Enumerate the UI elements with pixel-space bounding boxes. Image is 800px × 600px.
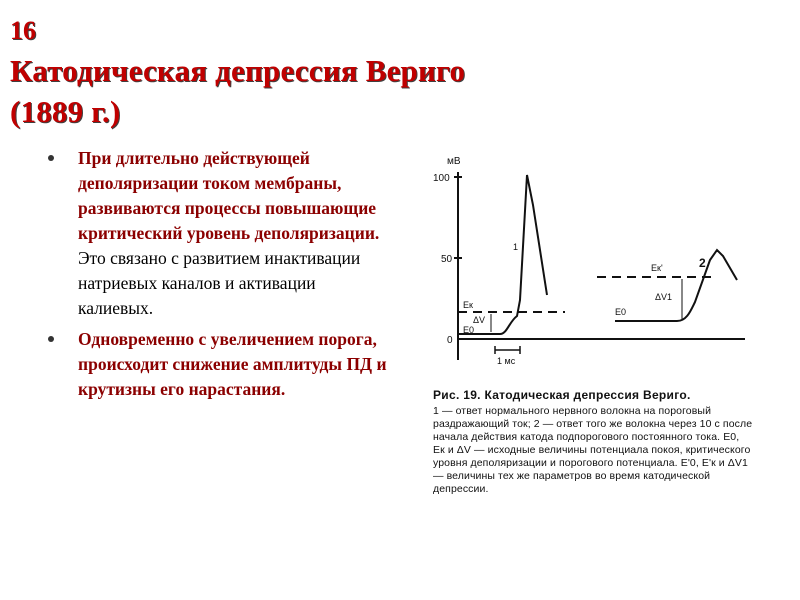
bullet-list — [44, 146, 394, 408]
y-tick-100: 100 — [433, 173, 450, 184]
e0-label: E0 — [463, 325, 475, 335]
delta-v-label: ΔV — [473, 315, 486, 325]
slide-number: 16 — [10, 16, 36, 45]
bullet-bold-text: При длительно действующей деполяризации током мембраны, развиваются процессы повышающие критический уровень деполяризации. — [78, 148, 380, 243]
slide-title-year: (1889 г.) — [10, 94, 121, 129]
curve-1-label: 1 — [513, 242, 519, 252]
action-potential-curve-1 — [458, 175, 547, 334]
bullet-item — [44, 327, 394, 402]
ek-label: Eк — [463, 300, 473, 310]
caption-title: Рис. 19. Катодическая депрессия Вериго. — [433, 388, 691, 402]
figure-caption — [433, 388, 753, 496]
curve-2-label: 2 — [699, 256, 706, 270]
y-tick-0: 0 — [447, 335, 453, 346]
action-potential-figure — [425, 150, 760, 375]
delta-v1-label: ΔV1 — [655, 292, 673, 302]
slide-title: Катодическая депрессия Вериго — [10, 53, 466, 88]
caption-body: 1 — ответ нормального нервного волокна на пороговый раздражающий ток; 2 — ответ того же волокна через 10 с после начала действия катода подпорогового постоянного тока. E0, Eк и ΔV — исходные величины потенциала покоя, критического уровня деполяризации и порогового потенциала. E'0, E'к и ΔV1 — величины тех же параметров во время катодической депрессии. — [433, 405, 753, 495]
bullet-bold-text: Одновременно с увеличением порога, происходит снижение амплитуды ПД и крутизны его нарастания. — [78, 329, 387, 399]
y-tick-50: 50 — [441, 254, 453, 265]
bullet-marker-icon — [48, 155, 54, 161]
scale-bar-label: 1 мс — [497, 356, 516, 366]
y-axis-unit: мВ — [447, 156, 461, 167]
ek-prime-label: Eк' — [651, 263, 663, 273]
slide-title-block — [10, 12, 730, 132]
bullet-marker-icon — [48, 336, 54, 342]
bullet-item — [44, 146, 394, 321]
action-potential-curve-2 — [615, 250, 737, 321]
e0-prime-label: E0 — [615, 307, 627, 317]
bullet-normal-text: Это связано с развитием инактивации натриевых каналов и активации калиевых. — [78, 248, 361, 318]
